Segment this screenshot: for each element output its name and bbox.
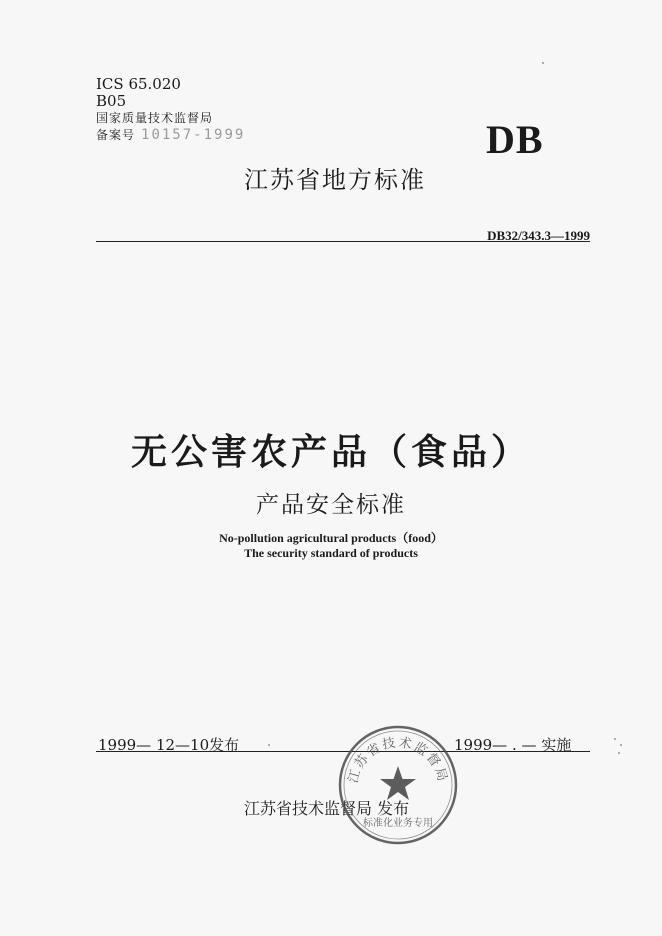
db-mark: DB: [486, 117, 544, 162]
seal-text: 江苏省技术监督局: [345, 735, 451, 785]
scan-speck: [618, 752, 620, 754]
scan-speck: [542, 62, 544, 64]
sub-title: 产品安全标准: [256, 492, 406, 518]
record-number: 10157-1999: [141, 127, 246, 143]
top-divider: [96, 241, 590, 242]
main-title: 无公害农产品（食品）: [130, 432, 531, 473]
record-label: 备案号: [96, 128, 136, 142]
english-title-line-1: No-pollution agricultural products（food）: [219, 531, 443, 545]
standard-type: 江苏省地方标准: [244, 166, 426, 194]
issuing-authority: 国家质量技术监督局: [96, 111, 214, 125]
scan-speck: [620, 744, 622, 746]
official-seal-icon: [335, 722, 461, 848]
category-code: B05: [96, 92, 127, 110]
classification-block: [96, 76, 245, 144]
issue-date: 1999— 12—10发布: [98, 736, 240, 754]
publisher: 江苏省技术监督局 发布: [244, 799, 410, 818]
scan-speck: [268, 744, 270, 746]
english-title-line-2: The security standard of products: [244, 546, 418, 560]
scan-speck: [614, 738, 616, 740]
ics-code: ICS 65.020: [96, 75, 181, 93]
seal-bottom-text: 标准化业务专用: [363, 818, 433, 829]
implementation-date: 1999— . — 实施: [454, 736, 572, 754]
record-line: [96, 127, 245, 144]
standard-number: DB32/343.3—1999: [487, 228, 590, 243]
